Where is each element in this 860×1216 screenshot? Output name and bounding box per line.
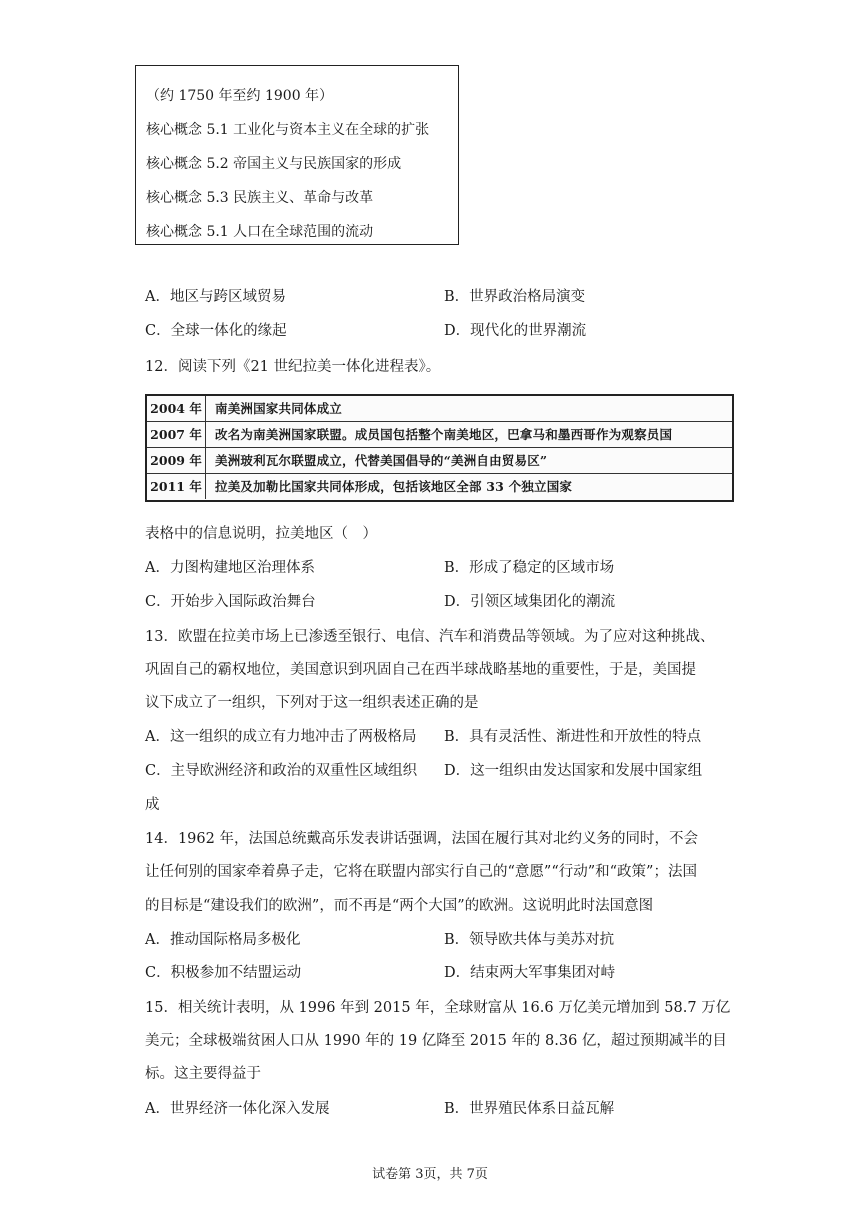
q12-question: 表格中的信息说明，拉美地区（ ） [145,526,377,542]
concept-period: （约 1750 年至约 1900 年） [146,88,334,104]
q13-stem-line: 议下成立了一组织，下列对于这一组织表述正确的是 [145,695,479,711]
q11-option-a: A．地区与跨区域贸易 [145,289,286,305]
q14-option-b: B．领导欧共体与美苏对抗 [444,932,615,948]
q12-stem: 12．阅读下列《21 世纪拉美一体化进程表》。 [145,359,441,375]
q14-stem-line: 14．1962 年，法国总统戴高乐发表讲话强调，法国在履行其对北约义务的同时，不会 [145,831,698,847]
q13-option-b: B．具有灵活性、渐进性和开放性的特点 [444,729,702,745]
q15-option-a: A．世界经济一体化深入发展 [145,1101,330,1117]
table-row [147,422,732,448]
table-row [147,448,732,474]
q13-option-d-wrap: 成 [145,797,160,813]
q11-option-d: D．现代化的世界潮流 [444,323,587,339]
concept-line: 核心概念 5.3 民族主义、革命与改革 [146,190,374,206]
table-year: 2011 年 [147,474,206,499]
table-event: 拉美及加勒比国家共同体形成，包括该地区全部 33 个独立国家 [215,479,573,494]
q12-option-c: C．开始步入国际政治舞台 [145,594,316,610]
q13-option-c: C．主导欧洲经济和政治的双重性区域组织 [145,763,418,779]
table-row [147,474,732,499]
table-event: 美洲玻利瓦尔联盟成立，代替美国倡导的“美洲自由贸易区” [215,453,548,468]
q15-option-b: B．世界殖民体系日益瓦解 [444,1101,615,1117]
concept-line: 核心概念 5.1 工业化与资本主义在全球的扩张 [146,122,430,138]
q15-stem-line: 美元；全球极端贫困人口从 1990 年的 19 亿降至 2015 年的 8.36 亿，超过预期减半的目 [145,1033,727,1049]
q14-option-d: D．结束两大军事集团对峙 [444,965,616,981]
q13-option-d: D．这一组织由发达国家和发展中国家组 [444,763,703,779]
q11-option-b: B．世界政治格局演变 [444,289,586,305]
q15-stem-line: 15．相关统计表明，从 1996 年到 2015 年，全球财富从 16.6 万亿美元增加到 58.7 万亿 [145,1000,731,1016]
table-year: 2004 年 [147,396,206,421]
concept-box [135,65,459,245]
q14-option-a: A．推动国际格局多极化 [145,932,301,948]
q13-option-a: A．这一组织的成立有力地冲击了两极格局 [145,729,417,745]
integration-table [145,394,734,502]
table-event: 改名为南美洲国家联盟。成员国包括整个南美地区，巴拿马和墨西哥作为观察员国 [215,427,673,442]
q14-stem-line: 让任何别的国家牵着鼻子走，它将在联盟内部实行自己的“意愿”“行动”和“政策”；法国 [145,864,697,880]
q13-stem-line: 13．欧盟在拉美市场上已渗透至银行、电信、汽车和消费品等领域。为了应对这种挑战、 [145,629,715,645]
table-event: 南美洲国家共同体成立 [215,401,343,416]
q12-option-b: B．形成了稳定的区域市场 [444,560,615,576]
q12-option-a: A．力图构建地区治理体系 [145,560,315,576]
q11-option-c: C．全球一体化的缘起 [145,323,287,339]
concept-line: 核心概念 5.2 帝国主义与民族国家的形成 [146,156,402,172]
table-year: 2009 年 [147,448,206,473]
table-row [147,396,732,422]
q15-stem-line: 标。这主要得益于 [145,1066,261,1082]
table-year: 2007 年 [147,422,206,447]
q14-option-c: C．积极参加不结盟运动 [145,965,302,981]
q13-stem-line: 巩固自己的霸权地位，美国意识到巩固自己在西半球战略基地的重要性，于是，美国提 [145,662,696,678]
q14-stem-line: 的目标是“建设我们的欧洲”，而不再是“两个大国”的欧洲。这说明此时法国意图 [145,898,654,914]
concept-line: 核心概念 5.1 人口在全球范围的流动 [146,224,374,240]
q12-option-d: D．引领区域集团化的潮流 [444,594,616,610]
page-footer: 试卷第 3页，共 7页 [372,1167,488,1182]
